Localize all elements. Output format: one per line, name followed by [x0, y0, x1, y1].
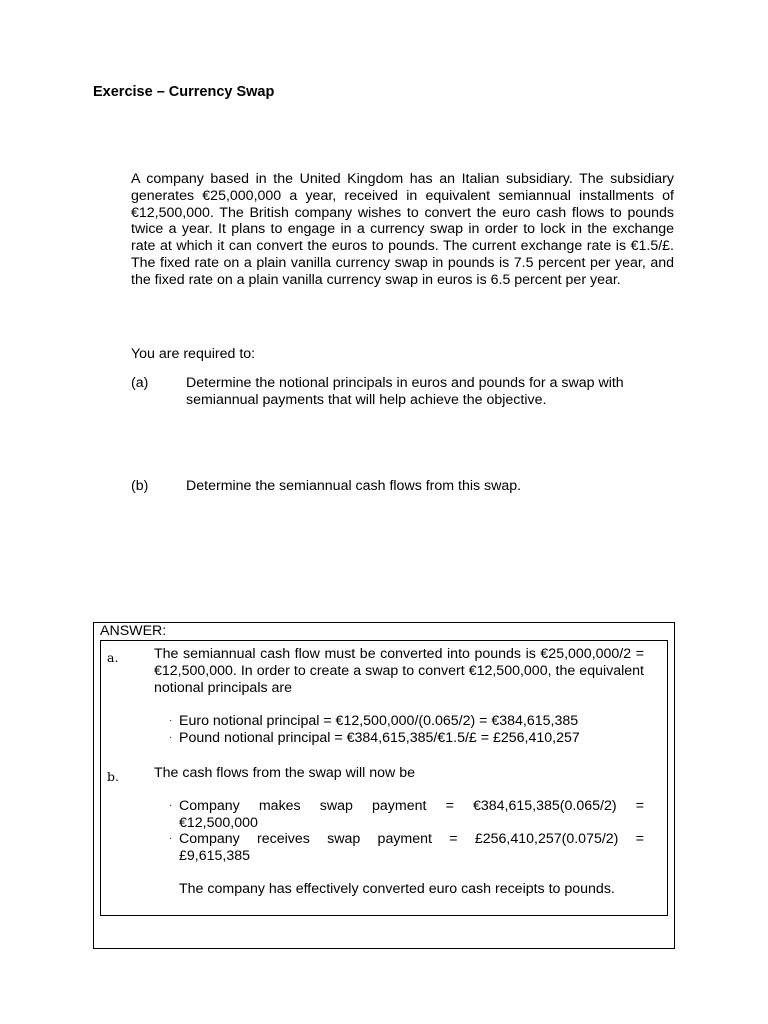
- company-makes-line2: €12,500,000: [179, 815, 258, 831]
- company-receives-line2: £9,615,385: [179, 848, 251, 864]
- question-b-text: Determine the semiannual cash flows from this swap.: [186, 478, 522, 494]
- answer-heading: ANSWER:: [100, 623, 167, 639]
- answer-a-label: a.: [107, 650, 119, 665]
- page-title: Exercise – Currency Swap: [93, 84, 275, 100]
- required-heading: You are required to:: [131, 346, 256, 362]
- company-makes-payment: [179, 798, 644, 815]
- answer-b-text: The cash flows from the swap will now be: [154, 765, 416, 781]
- question-b-label: (b): [131, 478, 149, 494]
- answer-b-label: b.: [107, 769, 119, 784]
- bullet-icon: ·: [169, 800, 173, 811]
- bullet-icon: ·: [169, 732, 173, 743]
- company-receives-payment: [179, 831, 644, 848]
- bullet-icon: ·: [169, 833, 173, 844]
- answer-content-box: [100, 640, 668, 916]
- conclusion-text: The company has effectively converted euro cash receipts to pounds.: [179, 881, 615, 897]
- question-a-label: (a): [131, 375, 149, 391]
- question-a-text: Determine the notional principals in euros and pounds for a swap with semiannual payments that will help achieve the objective.: [186, 375, 624, 408]
- answer-box: [93, 622, 675, 949]
- answer-a-text: The semiannual cash flow must be converted into pounds is €25,000,000/2 = €12,500,000. In order to create a swap to convert €12,500,000, the equivalent notional principals are: [154, 646, 644, 696]
- company-makes-line1: Company makes swap payment = €384,615,385(0.065/2) =: [179, 798, 644, 814]
- intro-paragraph: A company based in the United Kingdom has an Italian subsidiary. The subsidiary generates €25,000,000 a year, received in equivalent semiannual installments of €12,500,000. The British company wishes to convert the euro cash flows to pounds twice a year. It plans to engage in a currency swap in order to lock in the exchange rate at which it can convert the euros to pounds. The current exchange rate is €1.5/£. The fixed rate on a plain vanilla currency swap in pounds is 7.5 percent per year, and the fixed rate on a plain vanilla currency swap in euros is 6.5 percent per year.: [131, 171, 674, 288]
- pound-notional-text: Pound notional principal = €384,615,385/€1.5/£ = £256,410,257: [179, 730, 580, 746]
- company-receives-line1: Company receives swap payment = £256,410,257(0.075/2) =: [179, 831, 644, 847]
- bullet-icon: ·: [169, 715, 173, 726]
- euro-notional-text: Euro notional principal = €12,500,000/(0.065/2) = €384,615,385: [179, 713, 579, 729]
